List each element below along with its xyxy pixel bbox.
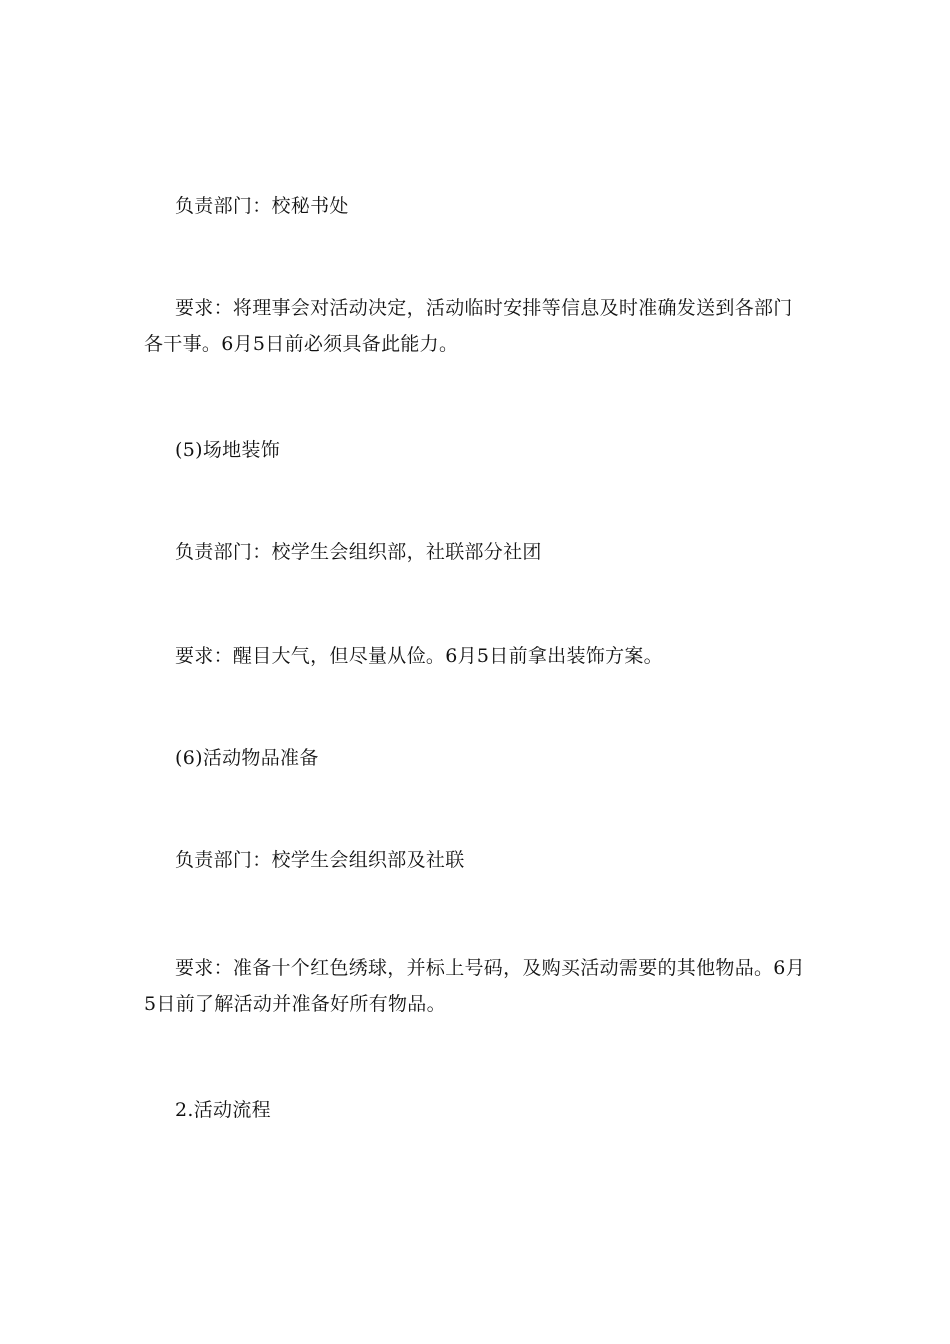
responsible-dept-secretariat: 负责部门：校秘书处 (175, 195, 349, 217)
responsible-dept-decoration: 负责部门：校学生会组织部，社联部分社团 (175, 541, 542, 563)
responsible-dept-supplies: 负责部门：校学生会组织部及社联 (175, 849, 465, 871)
requirement-supplies: 要求：准备十个红色绣球，并标上号码，及购买活动需要的其他物品。6月5日前了解活动并准备好所有物品。 (144, 957, 805, 1015)
section-heading-venue-decoration: (5)场地装饰 (175, 439, 281, 461)
requirement-secretariat: 要求：将理事会对活动决定，活动临时安排等信息及时准确发送到各部门各干事。6月5日前必须具备此能力。 (144, 297, 793, 355)
section-heading-activity-process: 2.活动流程 (175, 1099, 271, 1121)
section-heading-supplies: (6)活动物品准备 (175, 747, 319, 769)
requirement-decoration: 要求：醒目大气，但尽量从俭。6月5日前拿出装饰方案。 (175, 645, 663, 667)
